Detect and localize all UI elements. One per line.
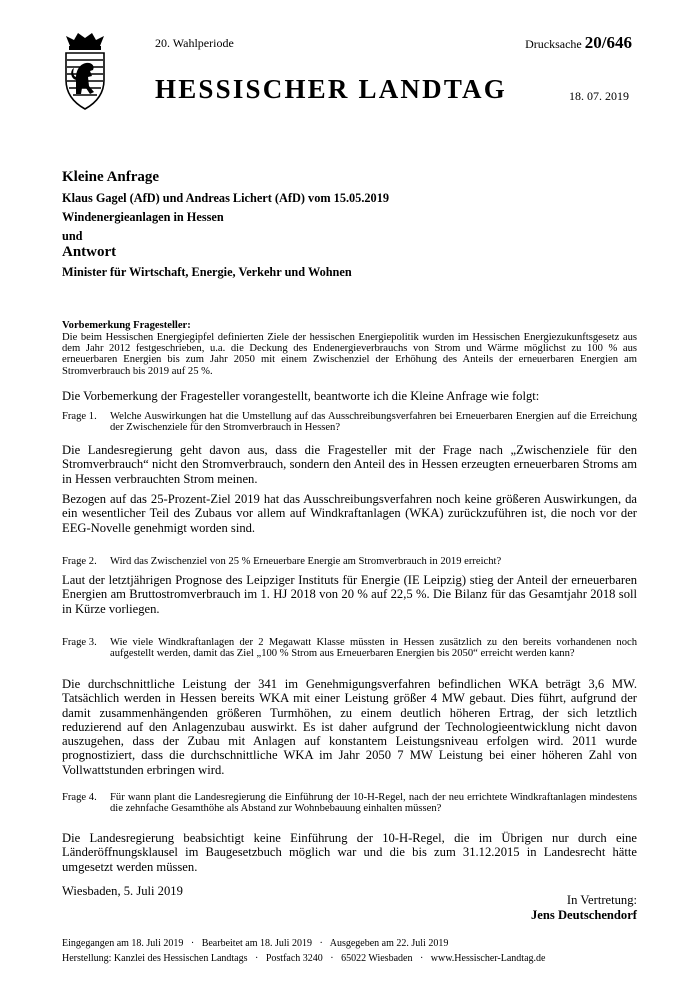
frage-4-label: Frage 4. (62, 792, 97, 803)
authors: Klaus Gagel (AfD) und Andreas Lichert (AfD) vom 15.05.2019 (62, 191, 390, 205)
footer-dates: Eingegangen am 18. Juli 2019 · Bearbeitet am 18. Juli 2019 · Ausgegeben am 22. Juli 2019 (62, 938, 449, 949)
kleine-anfrage-heading: Kleine Anfrage (62, 169, 160, 185)
frage-2-text: Wird das Zwischenziel von 25 % Erneuerbare Energie am Stromverbrauch in 2019 erreicht? (110, 556, 502, 567)
frage-1-text: Welche Auswirkungen hat die Umstellung auf das Ausschreibungsverfahren bei Erneuerbaren Energien auf die Erreichung der Zwischenziele für den Stromverbrauch in Hessen? (110, 411, 637, 434)
wahlperiode: 20. Wahlperiode (155, 36, 234, 50)
signatory-name: Jens Deutschendorf (531, 908, 637, 922)
frage-3-label: Frage 3. (62, 637, 97, 648)
und: und (62, 229, 83, 243)
landtag-title: HESSISCHER LANDTAG (155, 74, 507, 104)
antwort-2: Laut der letztjährigen Prognose des Leipziger Instituts für Energie (IE Leipzig) stieg der Anteil der erneuerbaren Energien am Bruttostromverbrauch im 1. HJ 2018 von 20 % auf 22,5 %. Die Bilanz für das Gesamtjahr 2018 soll in Kürze vorliegen. (62, 573, 637, 616)
frage-2-label: Frage 2. (62, 556, 97, 567)
vorbemerkung-heading: Vorbemerkung Fragesteller: (62, 320, 191, 331)
frage-3 (62, 637, 637, 660)
antwort-3: Die durchschnittliche Leistung der 341 im Genehmigungsverfahren befindlichen WKA beträgt 3,6 MW. Tatsächlich werden in Hessen bereits WKA mit einer Leistung größer 4 MW gebaut. Dies führt, aufgrund der damit zusammenhängenden größeren Turmhöhen, zu einem deutlich höheren Ertrag, der sich letztlich reduzierend auf den Anlagenzubau auswirkt. Es ist daher aufgrund der Technologieentwicklung nicht davon auszugehen, dass der Zubau mit Anlagen auf konstantem Leistungsniveau erfolgen wird. 2011 wurde prognostiziert, dass die durchschnittliche WKA im Jahr 2050 7 MW Leistung bei einer höheren Zahl von Vollwattstunden erbringen wird. (62, 677, 637, 777)
footer-publisher: Herstellung: Kanzlei des Hessischen Landtags · Postfach 3240 · 65022 Wiesbaden · www.Hessischer-Landtag.de (62, 953, 546, 964)
frage-4 (62, 792, 637, 815)
in-vertretung: In Vertretung: (566, 893, 637, 907)
place-date: Wiesbaden, 5. Juli 2019 (62, 884, 183, 898)
antwort-4: Die Landesregierung beabsichtigt keine Einführung der 10-H-Regel, die im Übrigen nur durch eine Länderöffnungsklausel im Baugesetzbuch möglich war und die bis zum 31.12.2015 in Landesrecht hätte umgesetzt werden müssen. (62, 831, 637, 874)
antwort-heading: Antwort (62, 244, 117, 260)
antwort-1a: Die Landesregierung geht davon aus, dass die Fragesteller mit der Frage nach „Zwischenziele für den Stromverbrauch“ nicht den Stromverbrauch, sondern den Anteil des in Hessen erzeugten erneuerbaren Stroms am in Hessen verbrauchten Strom meinen. (62, 443, 637, 486)
hessen-coat-of-arms-icon (62, 30, 108, 112)
signature-block (531, 893, 637, 923)
frage-4-text: Für wann plant die Landesregierung die Einführung der 10-H-Regel, nach der neu errichtete Windkraftanlagen mindestens die zehnfache Gesamthöhe als Abstand zur Wohnbebauung einhalten müssen? (110, 792, 637, 815)
frage-1 (62, 411, 637, 434)
vorbemerkung-text: Die beim Hessischen Energiegipfel definierten Ziele der hessischen Energiepolitik wurden im Hessischen Energiezukunftsgesetz aus dem Jahr 2012 festgeschrieben, u.a. die Deckung des Endenergieverbrauchs von Strom und Wärme möglichst zu 100 % aus erneuerbaren Energien bis zum Jahr 2050 mit einem Zwischenziel der Erhöhung des Anteils der erneuerbaren Energien am Stromverbrauch bis 2019 auf 25 %. (62, 332, 637, 377)
frage-1-label: Frage 1. (62, 411, 97, 422)
drucksache-label: Drucksache (525, 37, 582, 51)
document-date: 18. 07. 2019 (569, 89, 629, 103)
intro-text: Die Vorbemerkung der Fragesteller vorangestellt, beantworte ich die Kleine Anfrage wie folgt: (62, 389, 540, 403)
drucksache-number: 20/646 (584, 33, 632, 52)
frage-2 (62, 556, 637, 567)
frage-3-text: Wie viele Windkraftanlagen der 2 Megawatt Klasse müssten in Hessen zusätzlich zu den bereits vorhandenen noch aufgestellt werden, damit das Ziel „100 % Strom aus Erneuerbaren Energien bis 2050“ erreicht werden kann? (110, 637, 637, 660)
antwort-1b: Bezogen auf das 25-Prozent-Ziel 2019 hat das Ausschreibungsverfahren noch keine größeren Auswirkungen, da ein wesentlicher Teil des Zubaus vor allem auf Windkraftanlagen (WKA) zurückzuführen ist, die noch vor der EEG-Novelle genehmigt worden sind. (62, 492, 637, 535)
drucksache (525, 33, 632, 53)
subject: Windenergieanlagen in Hessen (62, 210, 224, 224)
minister: Minister für Wirtschaft, Energie, Verkehr und Wohnen (62, 265, 352, 279)
